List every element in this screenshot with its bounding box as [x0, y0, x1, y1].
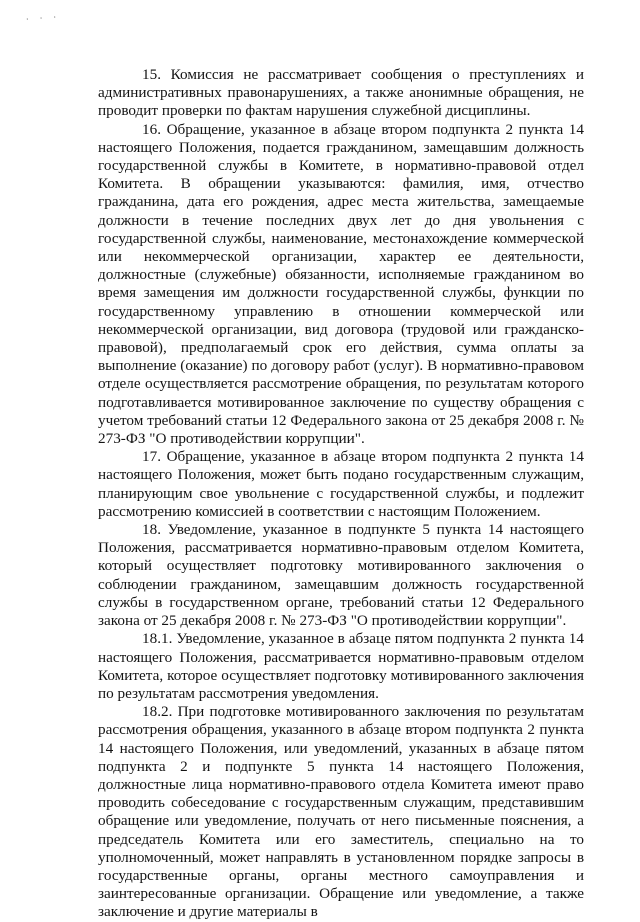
document-body — [98, 66, 584, 922]
paragraph-15: 15. Комиссия не рассматривает сообщения о преступлениях и административных правонарушениях, а также анонимные обращения, не проводит проверки по фактам нарушения служебной дисциплины. — [98, 66, 584, 120]
paragraph-18: 18. Уведомление, указанное в подпункте 5 пункта 14 настоящего Положения, рассматривается нормативно-правовым отделом Комитета, который осуществляет подготовку мотивированного заключения о соблюдении гражданином, замещавшим должность государственной службы в государственном органе, требований статьи 12 Федерального закона от 25 декабря 2008 г. № 273-ФЗ "О противодействии коррупции". — [98, 521, 584, 630]
paragraph-16: 16. Обращение, указанное в абзаце втором подпункта 2 пункта 14 настоящего Положения, подается гражданином, замещавшим должность государственной службы в Комитете, в нормативно-правовой отдел Комитета. В обращении указываются: фамилия, имя, отчество гражданина, дата его рождения, адрес места жительства, замещаемые должности в течение последних двух лет до дня увольнения с государственной службы, наименование, местонахождение коммерческой или некоммерческой организации, характер ее деятельности, должностные (служебные) обязанности, исполняемые гражданином во время замещения им должности государственной службы, функции по государственному управлению в отношении коммерческой или некоммерческой организации, вид договора (трудовой или гражданско-правовой), предполагаемый срок его действия, сумма оплаты за выполнение (оказание) по договору работ (услуг). В нормативно-правовом отделе осуществляется рассмотрение обращения, по результатам которого подготавливается мотивированное заключение по существу обращения с учетом требований статьи 12 Федерального закона от 25 декабря 2008 г. № 273-ФЗ "О противодействии коррупции". — [98, 120, 584, 448]
scan-artifact-marks: · · · — [25, 12, 61, 26]
paragraph-18-2: 18.2. При подготовке мотивированного заключения по результатам рассмотрения обращения, указанного в абзаце втором подпункта 2 пункта 14 настоящего Положения, или уведомлений, указанных в абзаце пятом подпункта 2 и подпункте 5 пункта 14 настоящего Положения, должностные лица нормативно-правового отдела Комитета имеют право проводить собеседование с государственным служащим, представившим обращение или уведомление, получать от него письменные пояснения, а председатель Комитета или его заместитель, специально на то уполномоченный, может направлять в установленном порядке запросы в государственные органы, органы местного самоуправления и заинтересованные организации. Обращение или уведомление, а также заключение и другие материалы в — [98, 703, 584, 921]
paragraph-18-1: 18.1. Уведомление, указанное в абзаце пятом подпункта 2 пункта 14 настоящего Положения, рассматривается нормативно-правовым отделом Комитета, которое осуществляет подготовку мотивированного заключения по результатам рассмотрения уведомления. — [98, 630, 584, 702]
paragraph-17: 17. Обращение, указанное в абзаце втором подпункта 2 пункта 14 настоящего Положения, может быть подано государственным служащим, планирующим свое увольнение с государственной службы, и подлежит рассмотрению комиссией в соответствии с настоящим Положением. — [98, 448, 584, 520]
